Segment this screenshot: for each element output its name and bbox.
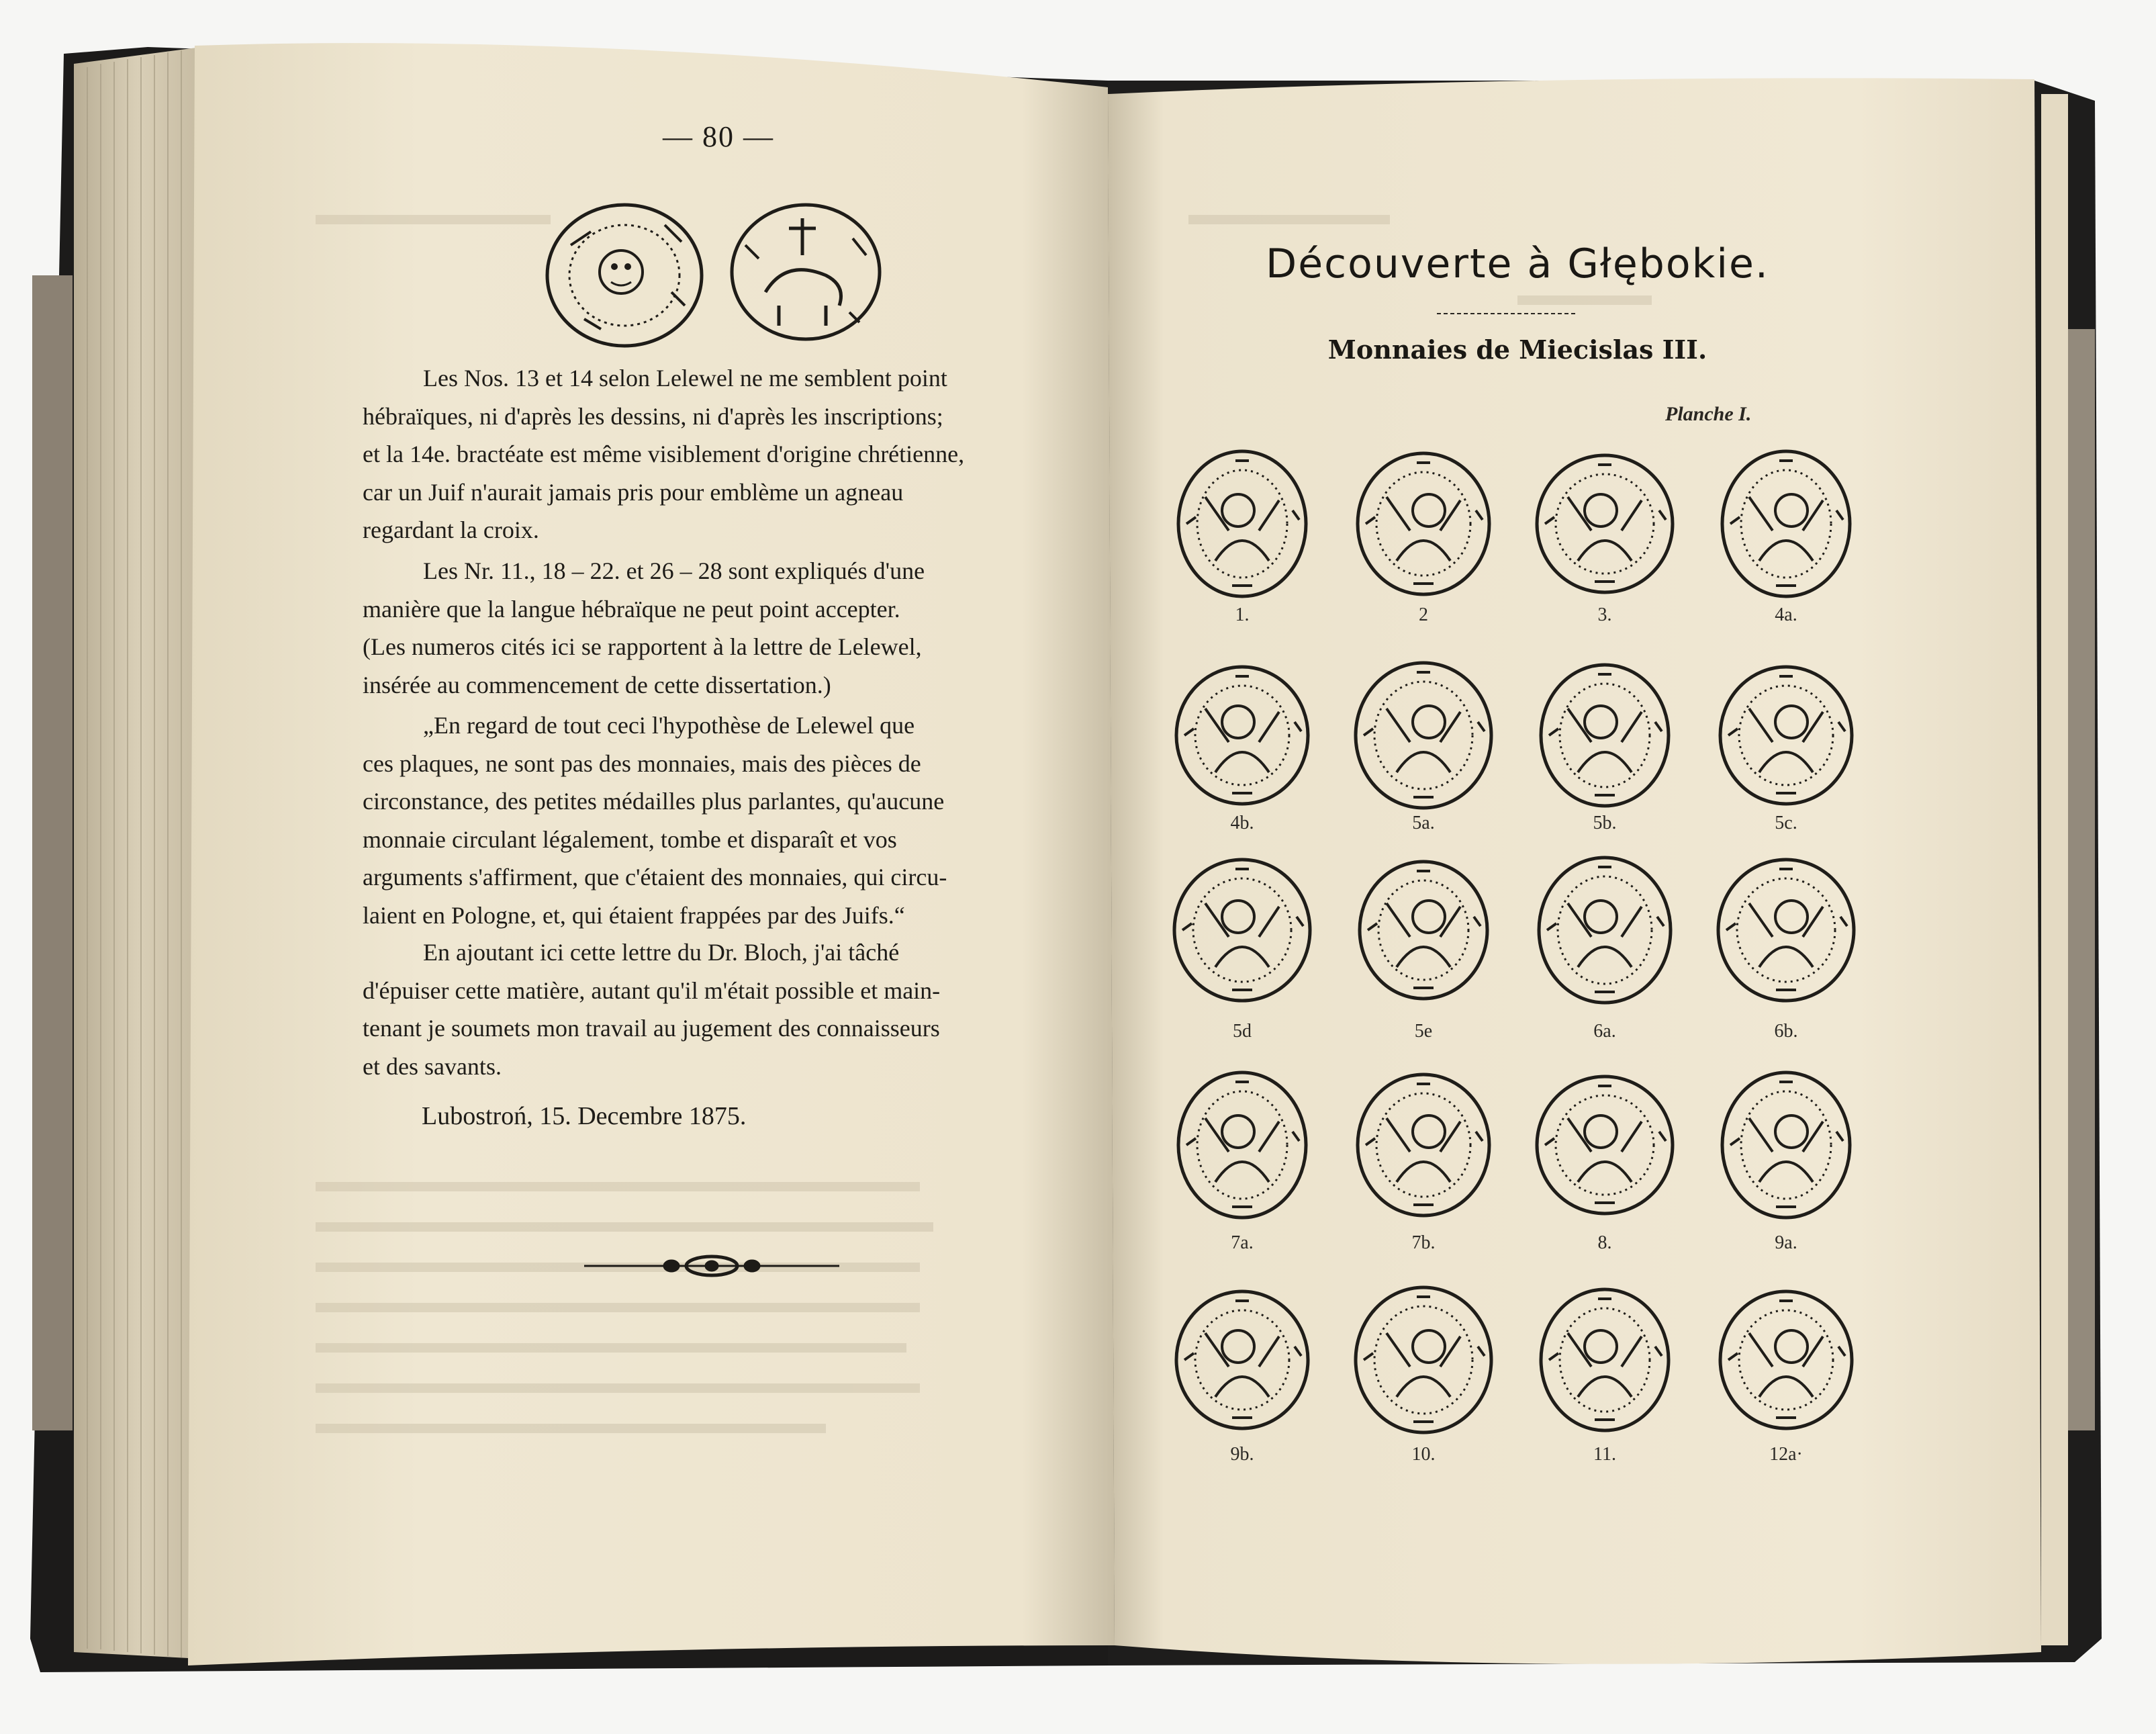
coin-label: 5e bbox=[1414, 1021, 1433, 1042]
coin-illustration bbox=[1537, 1077, 1673, 1214]
text-line: hébraïques, ni d'après les dessins, ni d'après les inscriptions; bbox=[363, 402, 943, 430]
text-line: et des savants. bbox=[363, 1052, 502, 1080]
text-line: laient en Pologne, et, qui étaient frappées par des Juifs.“ bbox=[363, 901, 905, 929]
coin-illustration bbox=[1539, 858, 1671, 1003]
coin-label: 9a. bbox=[1775, 1232, 1797, 1253]
coin-illustration bbox=[1178, 1073, 1306, 1218]
coin-illustration bbox=[1176, 667, 1308, 804]
coin-illustration bbox=[1541, 1289, 1669, 1430]
coin-illustration bbox=[1722, 451, 1850, 596]
coin-label: 5d bbox=[1233, 1021, 1252, 1042]
paragraph-4 bbox=[363, 933, 1061, 1085]
text-line: et la 14e. bractéate est même visiblement d'origine chrétienne, bbox=[363, 441, 965, 467]
coin-illustration bbox=[1356, 1287, 1491, 1432]
coin-label: 6b. bbox=[1774, 1021, 1798, 1042]
coin-label: 6a. bbox=[1593, 1021, 1616, 1042]
coin-illustration bbox=[1356, 663, 1491, 808]
text-line: regardant la croix. bbox=[363, 516, 539, 543]
text-line: (Les numeros cités ici se rapportent à la lettre de Lelewel, bbox=[363, 633, 922, 660]
plate-title: Découverte à Głębokie. bbox=[1266, 240, 1769, 287]
coin-label: 9b. bbox=[1230, 1444, 1254, 1465]
text-line: Les Nos. 13 et 14 selon Lelewel ne me semblent point bbox=[423, 365, 947, 392]
coin-label: 5c. bbox=[1775, 813, 1797, 833]
text-line: arguments s'affirment, que c'étaient des monnaies, qui circu- bbox=[363, 864, 947, 891]
coin-label: 7b. bbox=[1411, 1232, 1436, 1253]
coin-illustration bbox=[1178, 451, 1306, 596]
text-line: Les Nr. 11., 18 – 22. et 26 – 28 sont expliqués d'une bbox=[423, 557, 925, 584]
plate-number: Planche I. bbox=[1665, 403, 1752, 425]
coin-label: 2 bbox=[1419, 604, 1428, 625]
coin-label: 1. bbox=[1235, 604, 1250, 625]
coin-plate bbox=[1141, 430, 1907, 1477]
text-line: car un Juif n'aurait jamais pris pour emblème un agneau bbox=[363, 478, 904, 506]
dateline: Lubostroń, 15. Decembre 1875. bbox=[422, 1102, 747, 1130]
coin-label: 4b. bbox=[1230, 813, 1254, 833]
coin-illustration bbox=[1174, 860, 1310, 1001]
coin-label: 3. bbox=[1597, 604, 1612, 625]
plate-subtitle: Monnaies de Miecislas III. bbox=[1327, 334, 1707, 365]
text-line: monnaie circulant légalement, tombe et disparaît et vos bbox=[363, 825, 897, 853]
text-line: insérée au commencement de cette dissertation.) bbox=[363, 671, 831, 698]
coin-label: 7a. bbox=[1231, 1232, 1254, 1253]
coin-label: 4a. bbox=[1775, 604, 1797, 625]
text-line: circonstance, des petites médailles plus parlantes, qu'aucune bbox=[363, 788, 945, 815]
text-line: manière que la langue hébraïque ne peut point accepter. bbox=[363, 595, 900, 623]
coin-label: 5a. bbox=[1412, 813, 1435, 833]
coin-illustration bbox=[1358, 1075, 1489, 1216]
coin-illustration bbox=[1720, 1291, 1852, 1428]
text-line: ces plaques, ne sont pas des monnaies, mais des pièces de bbox=[363, 749, 921, 777]
text-line: tenant je soumets mon travail au jugement des connaisseurs bbox=[363, 1015, 940, 1042]
coin-label: 12a· bbox=[1769, 1444, 1803, 1465]
coin-label: 10. bbox=[1411, 1444, 1436, 1465]
coin-illustration bbox=[1176, 1291, 1308, 1428]
coin-label: 11. bbox=[1593, 1444, 1616, 1465]
coin-illustration bbox=[1718, 860, 1854, 1001]
coin-illustration bbox=[1360, 862, 1487, 999]
text-line: d'épuiser cette matière, autant qu'il m'était possible et main- bbox=[363, 976, 941, 1004]
coin-obverse-illustration bbox=[547, 205, 702, 346]
paragraph-1 bbox=[363, 359, 1061, 549]
paragraph-2 bbox=[363, 552, 1061, 704]
page-edges bbox=[74, 47, 201, 1659]
coin-illustration bbox=[1358, 453, 1489, 594]
header-coins bbox=[544, 191, 900, 359]
coin-label: 8. bbox=[1597, 1232, 1612, 1253]
coin-illustration bbox=[1541, 665, 1669, 806]
text-line: En ajoutant ici cette lettre du Dr. Bloch, j'ai tâché bbox=[423, 939, 900, 966]
coin-label: 5b. bbox=[1593, 813, 1617, 833]
coin-illustration bbox=[1720, 667, 1852, 804]
coin-illustration bbox=[1537, 455, 1673, 592]
coin-reverse-illustration bbox=[732, 205, 880, 339]
paragraph-3 bbox=[363, 706, 1061, 934]
page-number: — 80 — bbox=[663, 120, 774, 153]
coin-illustration bbox=[1722, 1073, 1850, 1218]
text-line: „En regard de tout ceci l'hypothèse de Lelewel que bbox=[423, 712, 915, 739]
